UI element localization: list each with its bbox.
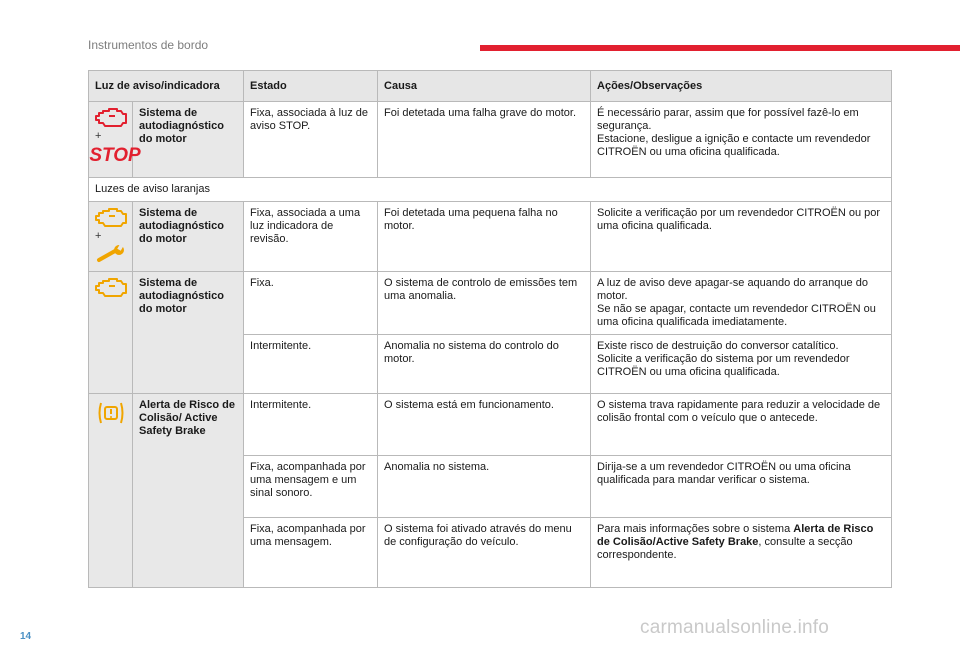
cause-text: O sistema foi ativado através do menu de configuração do veículo. xyxy=(378,518,591,588)
cause-text: Foi detetada uma pequena falha no motor. xyxy=(378,202,591,272)
table-row xyxy=(89,102,892,178)
state-text: Fixa, acompanhada por uma mensagem e um sinal sonoro. xyxy=(244,456,378,518)
system-name: Alerta de Risco de Colisão/ Active Safety Brake xyxy=(133,394,244,588)
table-row xyxy=(89,202,892,272)
action-text-pre: Para mais informações sobre o sistema xyxy=(597,523,794,535)
wrench-icon xyxy=(96,245,126,263)
table-header-row xyxy=(89,71,892,102)
table-row xyxy=(89,394,892,456)
state-text: Fixa, acompanhada por uma mensagem. xyxy=(244,518,378,588)
state-text: Fixa, associada a uma luz indicadora de revisão. xyxy=(244,202,378,272)
engine-icon xyxy=(95,207,129,229)
cause-text: O sistema está em funcionamento. xyxy=(378,394,591,456)
light-icon-cell xyxy=(89,102,141,178)
action-text: O sistema trava rapidamente para reduzir a velocidade de colisão frontal com o veículo que o antecede. xyxy=(591,394,892,456)
action-text xyxy=(591,518,892,588)
engine-icon xyxy=(95,107,129,129)
stop-icon-text: STOP xyxy=(89,145,141,166)
action-text-post: , consulte a secção correspondente. xyxy=(597,536,853,561)
action-text-bold: Alerta de Risco de Colisão/Active Safety Brake xyxy=(597,523,874,548)
light-icon-cell xyxy=(89,272,133,394)
state-text: Fixa, associada à luz de aviso STOP. xyxy=(244,102,378,178)
light-icon-cell xyxy=(89,202,133,272)
cause-text: Foi detetada uma falha grave do motor. xyxy=(378,102,591,178)
action-text: É necessário parar, assim que for possível fazê-lo em segurança. Estacione, desligue a ignição e contacte um revendedor CITROËN ou uma oficina qualificada. xyxy=(591,102,892,178)
watermark: carmanualsonline.info xyxy=(640,617,830,638)
col-header-actions: Ações/Observações xyxy=(591,71,892,102)
col-header-cause: Causa xyxy=(378,71,591,102)
table-row xyxy=(89,272,892,335)
state-text: Fixa. xyxy=(244,272,378,335)
plus-sign: + xyxy=(95,130,102,142)
system-name: Sistema de autodiagnóstico do motor xyxy=(133,202,244,272)
page-header-title: Instrumentos de bordo xyxy=(88,38,209,52)
state-text: Intermitente. xyxy=(244,335,378,394)
plus-sign: + xyxy=(95,230,102,242)
action-text: A luz de aviso deve apagar-se aquando do arranque do motor. Se não se apagar, contacte um revendedor CITROËN ou uma oficina qualificada imediatamente. xyxy=(591,272,892,335)
engine-icon xyxy=(95,277,129,299)
collision-alert-icon xyxy=(96,399,126,427)
light-icon-cell xyxy=(89,394,133,588)
section-row xyxy=(89,178,892,202)
action-text: Solicite a verificação por um revendedor CITROËN ou por uma oficina qualificada. xyxy=(591,202,892,272)
page-number: 14 xyxy=(20,631,32,642)
action-text: Existe risco de destruição do conversor catalítico. Solicite a verificação do sistema por um revendedor CITROËN ou uma oficina qualificada. xyxy=(591,335,892,394)
system-name: Sistema de autodiagnóstico do motor xyxy=(133,102,244,178)
section-orange-label: Luzes de aviso laranjas xyxy=(89,178,892,202)
warning-lights-table xyxy=(88,70,892,588)
col-header-state: Estado xyxy=(244,71,378,102)
action-text: Dirija-se a um revendedor CITROËN ou uma oficina qualificada para mandar verificar o sistema. xyxy=(591,456,892,518)
cause-text: Anomalia no sistema. xyxy=(378,456,591,518)
state-text: Intermitente. xyxy=(244,394,378,456)
cause-text: O sistema de controlo de emissões tem uma anomalia. xyxy=(378,272,591,335)
cause-text: Anomalia no sistema do controlo do motor. xyxy=(378,335,591,394)
stop-icon xyxy=(89,145,141,166)
system-name: Sistema de autodiagnóstico do motor xyxy=(133,272,244,394)
header-accent-bar xyxy=(480,45,960,51)
col-header-light: Luz de aviso/indicadora xyxy=(89,71,244,102)
